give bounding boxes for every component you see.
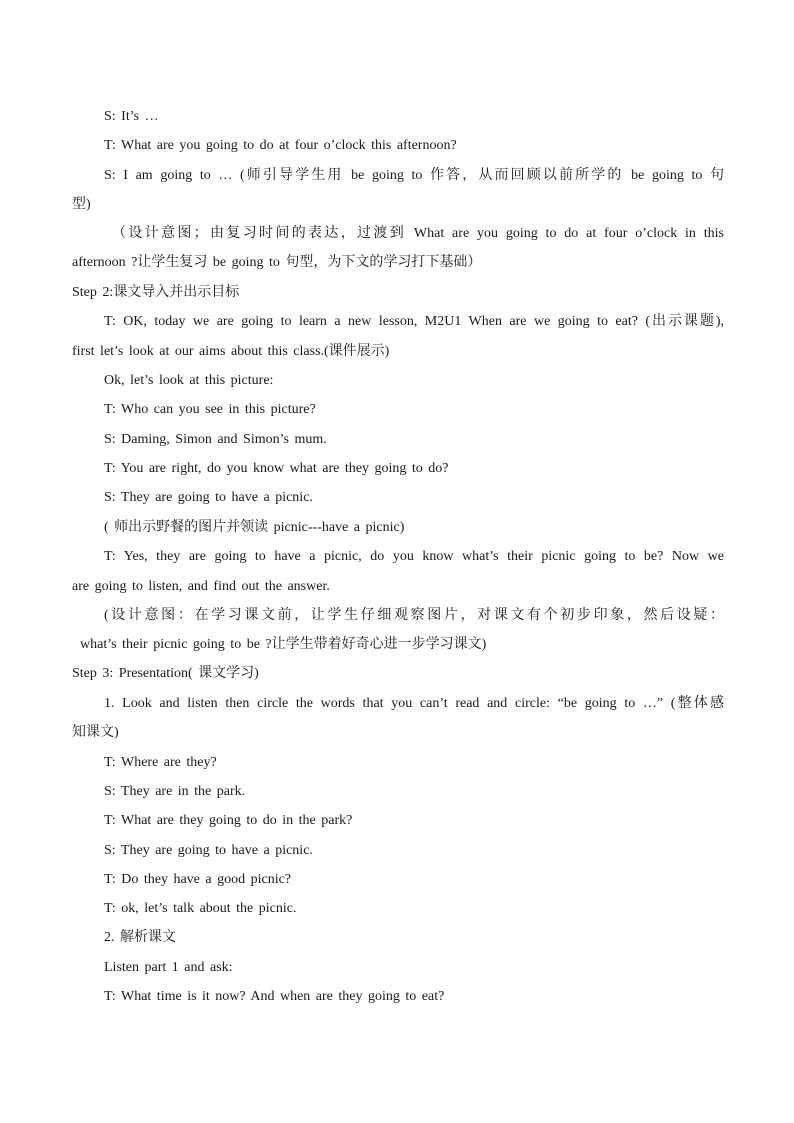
paragraph-line: afternoon ?让学生复习 be going to 句型，为下文的学习打下基础） bbox=[72, 255, 482, 270]
paragraph-line: are going to listen, and find out the answer. bbox=[72, 579, 330, 594]
dialogue-line: S: They are going to have a picnic. bbox=[104, 490, 313, 505]
design-intent-note: (设计意图：在学习课文前，让学生仔细观察图片，对课文有个初步印象，然后设疑： bbox=[104, 608, 724, 623]
dialogue-line: T: Who can you see in this picture? bbox=[104, 402, 316, 417]
section-heading: 2. 解析课文 bbox=[104, 930, 176, 945]
dialogue-line: T: ok, let’s talk about the picnic. bbox=[104, 901, 297, 916]
instruction-line: 1. Look and listen then circle the words that you can’t read and circle: “be going to …” (整体感 bbox=[104, 696, 724, 711]
dialogue-line: S: They are going to have a picnic. bbox=[104, 843, 313, 858]
step-heading: Step 2:课文导入并出示目标 bbox=[72, 285, 240, 300]
paragraph-line: 型) bbox=[72, 197, 91, 212]
design-intent-note: （设计意图；由复习时间的表达，过渡到 What are you going to do at four o’clock in this bbox=[112, 226, 724, 241]
paragraph-line: first let’s look at our aims about this class.(课件展示) bbox=[72, 344, 390, 359]
step-heading: Step 3: Presentation( 课文学习) bbox=[72, 666, 259, 681]
dialogue-line: T: What are you going to do at four o’clock this afternoon? bbox=[104, 138, 457, 153]
teacher-note: ( 师出示野餐的图片并领读 picnic---have a picnic) bbox=[104, 520, 405, 535]
dialogue-line: Ok, let’s look at this picture: bbox=[104, 373, 274, 388]
dialogue-line: T: Do they have a good picnic? bbox=[104, 872, 292, 887]
dialogue-line: T: What time is it now? And when are they going to eat? bbox=[104, 989, 445, 1004]
dialogue-line: S: It’s … bbox=[104, 109, 159, 124]
instruction-line: Listen part 1 and ask: bbox=[104, 960, 233, 975]
dialogue-line: T: OK, today we are going to learn a new lesson, M2U1 When are we going to eat? (出示课题), bbox=[104, 314, 724, 329]
dialogue-line: T: Where are they? bbox=[104, 755, 217, 770]
dialogue-line: T: What are they going to do in the park? bbox=[104, 813, 353, 828]
paragraph-line: what’s their picnic going to be ?让学生带着好奇心进一步学习课文) bbox=[80, 637, 487, 652]
paragraph-line: 知课文) bbox=[72, 725, 119, 740]
dialogue-line: T: You are right, do you know what are they going to do? bbox=[104, 461, 449, 476]
dialogue-line: S: I am going to … (师引导学生用 be going to 作答，从而回顾以前所学的 be going to 句 bbox=[104, 168, 724, 183]
dialogue-line: S: They are in the park. bbox=[104, 784, 246, 799]
dialogue-line: S: Daming, Simon and Simon’s mum. bbox=[104, 432, 327, 447]
dialogue-line: T: Yes, they are going to have a picnic, do you know what’s their picnic going to be? Now we bbox=[104, 549, 724, 564]
